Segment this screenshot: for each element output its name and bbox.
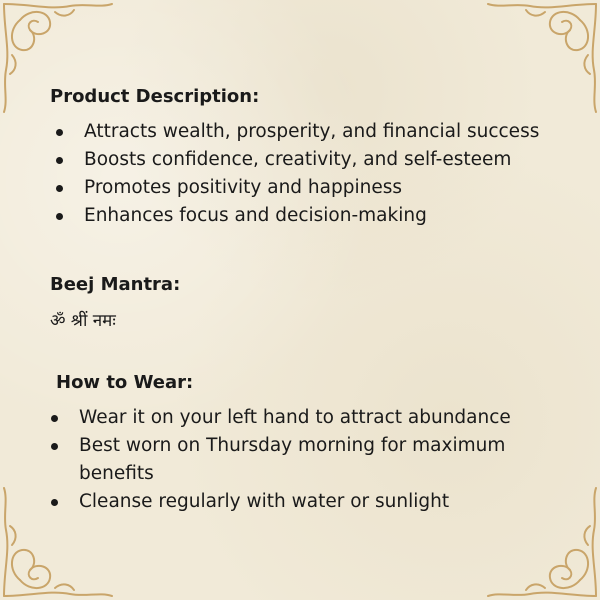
list-item: Boosts confidence, creativity, and self-esteem [50,146,580,174]
beej-mantra-heading: Beej Mantra: [50,274,181,295]
product-description-heading: Product Description: [50,86,260,107]
product-description-list [50,118,580,230]
how-to-wear-heading: How to Wear: [56,372,194,393]
how-to-wear-list [45,404,555,516]
list-item: Best worn on Thursday morning for maximum benefits [45,432,555,488]
beej-mantra-text: ॐ श्रीं नमः [50,311,116,331]
list-item: Attracts wealth, prosperity, and financial success [50,118,580,146]
list-item: Wear it on your left hand to attract abundance [45,404,555,432]
list-item: Promotes positivity and happiness [50,174,580,202]
corner-ornament-icon [480,0,600,120]
list-item: Enhances focus and decision-making [50,202,580,230]
list-item: Cleanse regularly with water or sunlight [45,488,555,516]
